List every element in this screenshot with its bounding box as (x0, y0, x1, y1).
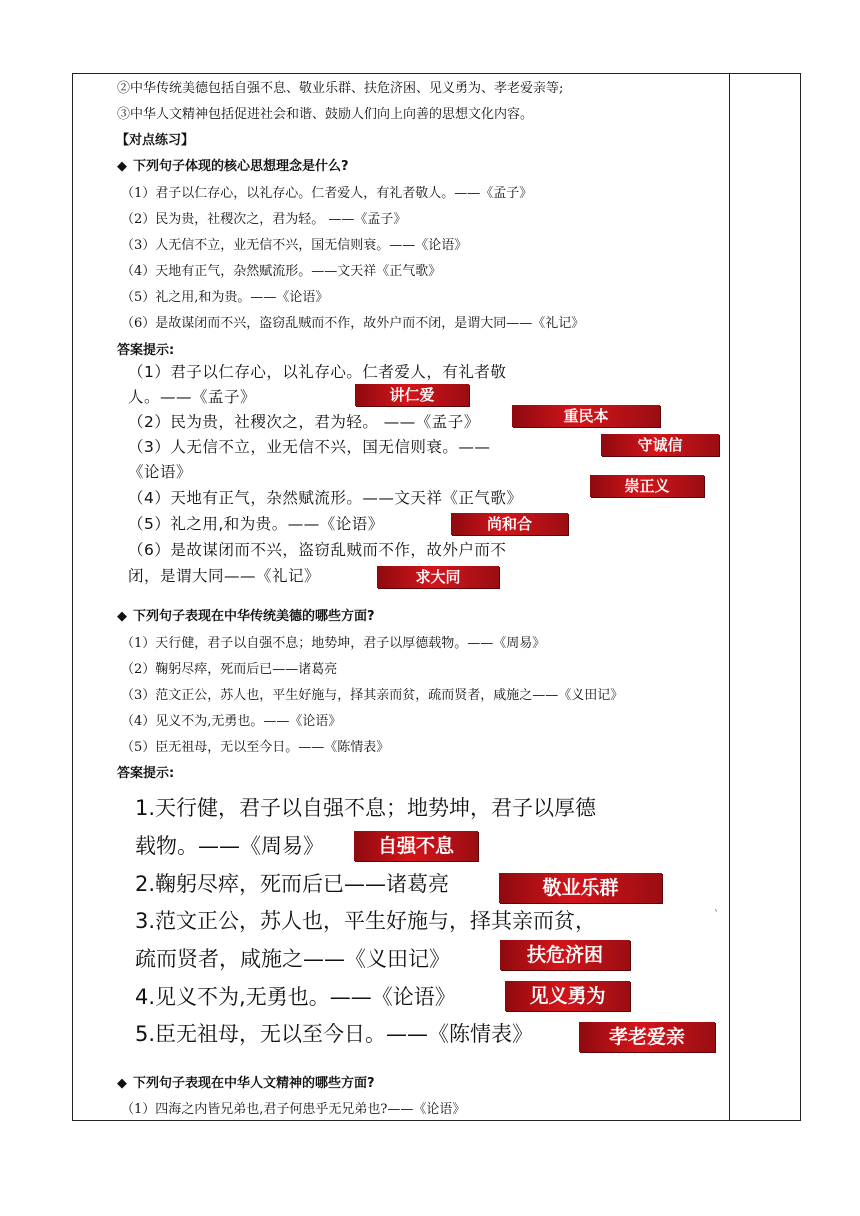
stray-mark: ` (714, 910, 719, 921)
answer-tag: 求大同 (377, 566, 499, 588)
q3-title-text: 下列句子表现在中华人文精神的哪些方面? (133, 1076, 375, 1091)
answer-tag: 崇正义 (590, 475, 704, 497)
q1-answer-line: 闭，是谓大同——《礼记》 (128, 567, 321, 585)
q1-answer-label: 答案提示: (117, 343, 175, 358)
q1-title (117, 159, 349, 175)
q2-title-text: 下列句子表现在中华传统美德的哪些方面? (133, 609, 375, 624)
q1-item: （1）君子以仁存心，以礼存心。仁者爱人，有礼者敬人。——《孟子》 (121, 186, 533, 201)
answer-tag: 守诚信 (601, 434, 719, 456)
q1-item: （5）礼之用,和为贵。——《论语》 (121, 290, 329, 305)
q1-item: （4）天地有正气，杂然赋流形。——文天祥《正气歌》 (121, 264, 442, 279)
q1-item: （6）是故谋闭而不兴，盗窃乱贼而不作，故外户而不闭，是谓大同——《礼记》 (121, 316, 585, 331)
intro-line-3: ③中华人文精神包括促进社会和谐、鼓励人们向上向善的思想文化内容。 (117, 107, 534, 122)
q1-answer-line: （6）是故谋闭而不兴，盗窃乱贼而不作，故外户而不 (128, 541, 507, 559)
q1-answer-line: （4）天地有正气，杂然赋流形。——文天祥《正气歌》 (128, 489, 523, 507)
q1-answer-line: 人。——《孟子》 (128, 388, 257, 406)
q2-answer-line: 载物。——《周易》 (135, 834, 324, 858)
diamond-bullet-icon: ◆ (117, 1076, 127, 1091)
q3-title (117, 1076, 375, 1092)
q1-answer-line: （3）人无信不立，业无信不兴，国无信则衰。—— (128, 438, 491, 456)
q2-answer-line: 疏而贤者，咸施之——《义田记》 (135, 947, 450, 971)
q2-item: （3）范文正公，苏人也，平生好施与，择其亲而贫，疏而贤者，咸施之——《义田记》 (121, 688, 624, 703)
answer-tag: 重民本 (512, 405, 660, 427)
q3-item: （1）四海之内皆兄弟也,君子何患乎无兄弟也?——《论语》 (121, 1102, 466, 1117)
q2-item: （2）鞠躬尽瘁，死而后已——诸葛亮 (121, 662, 338, 677)
q2-item: （5）臣无祖母，无以至今日。——《陈情表》 (121, 740, 390, 755)
answer-tag: 敬业乐群 (499, 873, 662, 903)
q2-answer-label: 答案提示: (117, 766, 175, 781)
q2-answer-line: 4.见义不为,无勇也。——《论语》 (135, 985, 456, 1009)
answer-tag: 自强不息 (354, 831, 478, 861)
q1-answer-line: （1）君子以仁存心，以礼存心。仁者爱人，有礼者敬 (128, 363, 507, 381)
answer-tag: 孝老爱亲 (579, 1022, 715, 1052)
q1-item: （2）民为贵，社稷次之，君为轻。 ——《孟子》 (121, 212, 407, 227)
q2-answer-line: 5.臣无祖母，无以至今日。——《陈情表》 (135, 1022, 534, 1046)
q2-item: （1）天行健，君子以自强不息；地势坤，君子以厚德载物。——《周易》 (121, 636, 546, 651)
q1-answer-line: （2）民为贵，社稷次之，君为轻。 ——《孟子》 (128, 413, 480, 431)
diamond-bullet-icon: ◆ (117, 159, 127, 174)
q1-item: （3）人无信不立，业无信不兴，国无信则衰。——《论语》 (121, 238, 468, 253)
table-column-divider (729, 73, 730, 1121)
q2-answer-line: 1.天行健，君子以自强不息；地势坤，君子以厚德 (135, 796, 597, 820)
answer-tag: 讲仁爱 (355, 384, 469, 406)
q2-answer-line: 3.范文正公，苏人也，平生好施与，择其亲而贫， (135, 909, 597, 933)
intro-line-2: ②中华传统美德包括自强不息、敬业乐群、扶危济困、见义勇为、孝老爱亲等; (117, 81, 564, 96)
answer-tag: 见义勇为 (505, 981, 630, 1011)
answer-tag: 扶危济困 (500, 940, 630, 970)
q2-item: （4）见义不为,无勇也。——《论语》 (121, 714, 342, 729)
q2-answer-line: 2.鞠躬尽瘁，死而后已——诸葛亮 (135, 872, 450, 896)
q1-title-text: 下列句子体现的核心思想理念是什么? (133, 159, 349, 174)
q2-title (117, 609, 375, 625)
answer-tag: 尚和合 (451, 513, 568, 535)
diamond-bullet-icon: ◆ (117, 609, 127, 624)
q1-answer-line: （5）礼之用,和为贵。——《论语》 (128, 515, 384, 533)
practice-heading: 【对点练习】 (116, 133, 195, 148)
q1-answer-line: 《论语》 (128, 463, 193, 481)
